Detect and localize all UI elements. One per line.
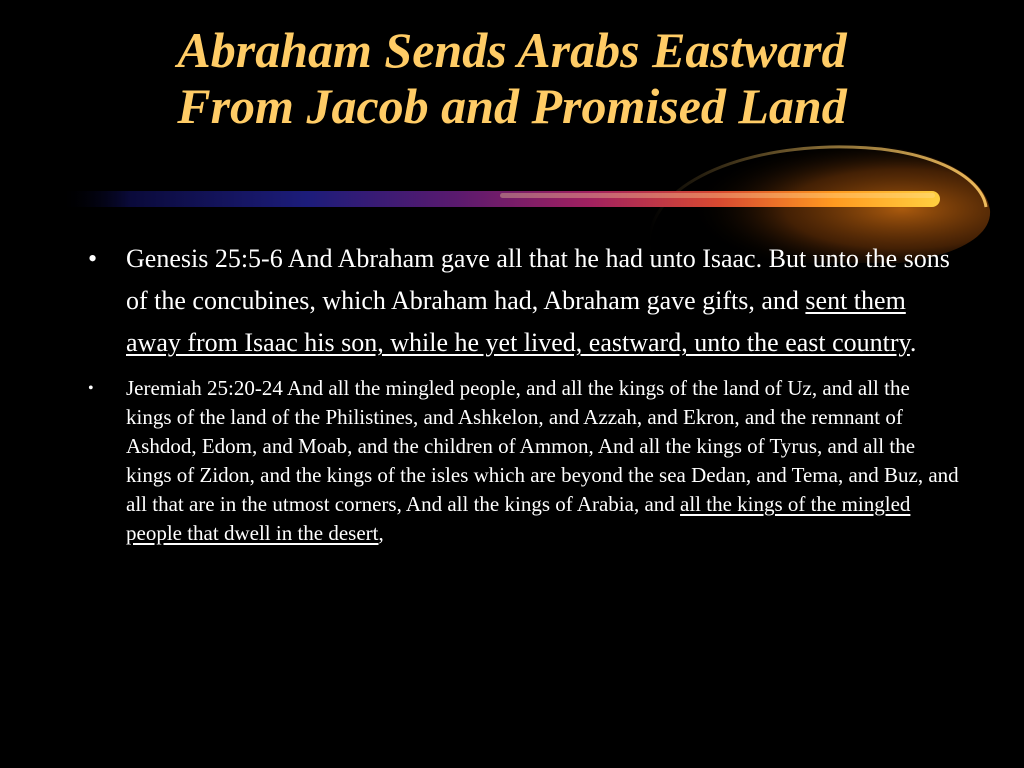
bullet-genesis (80, 238, 960, 364)
bullet-genesis-underlined: sent them away from Isaac his son, while he yet lived, eastward, unto the east country (126, 286, 910, 357)
bullet-marker: • (88, 380, 94, 397)
slide-title-line-1: Abraham Sends Arabs Eastward (177, 22, 847, 78)
bullet-jeremiah (80, 374, 960, 548)
swoosh-bar-highlight (500, 193, 935, 198)
bullet-marker: • (88, 244, 98, 273)
slide-title-line-2: From Jacob and Promised Land (177, 78, 847, 134)
bullet-jeremiah-underlined: all the kings of the mingled people that dwell in the desert (126, 492, 911, 545)
bullet-list (80, 238, 960, 548)
bullet-jeremiah-text: Jeremiah 25:20-24 And all the mingled people, and all the kings of the land of Uz, and all the kings of the land of the Philistines, and Ashkelon, and Azzah, and Ekron, and the remnant of Ashdod, Edom, and Moab, and the children of Ammon, And all the kings of Tyrus, and all the kings of Zidon, and the kings of the isles which are beyond the sea Dedan, and Tema, and Buz, and all that are in the utmost corners, And all the kings of Arabia, and (126, 376, 959, 516)
slide-title (40, 22, 984, 134)
bullet-jeremiah-trailing: , (378, 521, 384, 545)
bullet-genesis-text: Genesis 25:5-6 And Abraham gave all that he had unto Isaac. But unto the sons of the concubines, which Abraham had, Abraham gave gifts, and (126, 244, 950, 315)
bullet-genesis-trailing: . (909, 328, 917, 357)
